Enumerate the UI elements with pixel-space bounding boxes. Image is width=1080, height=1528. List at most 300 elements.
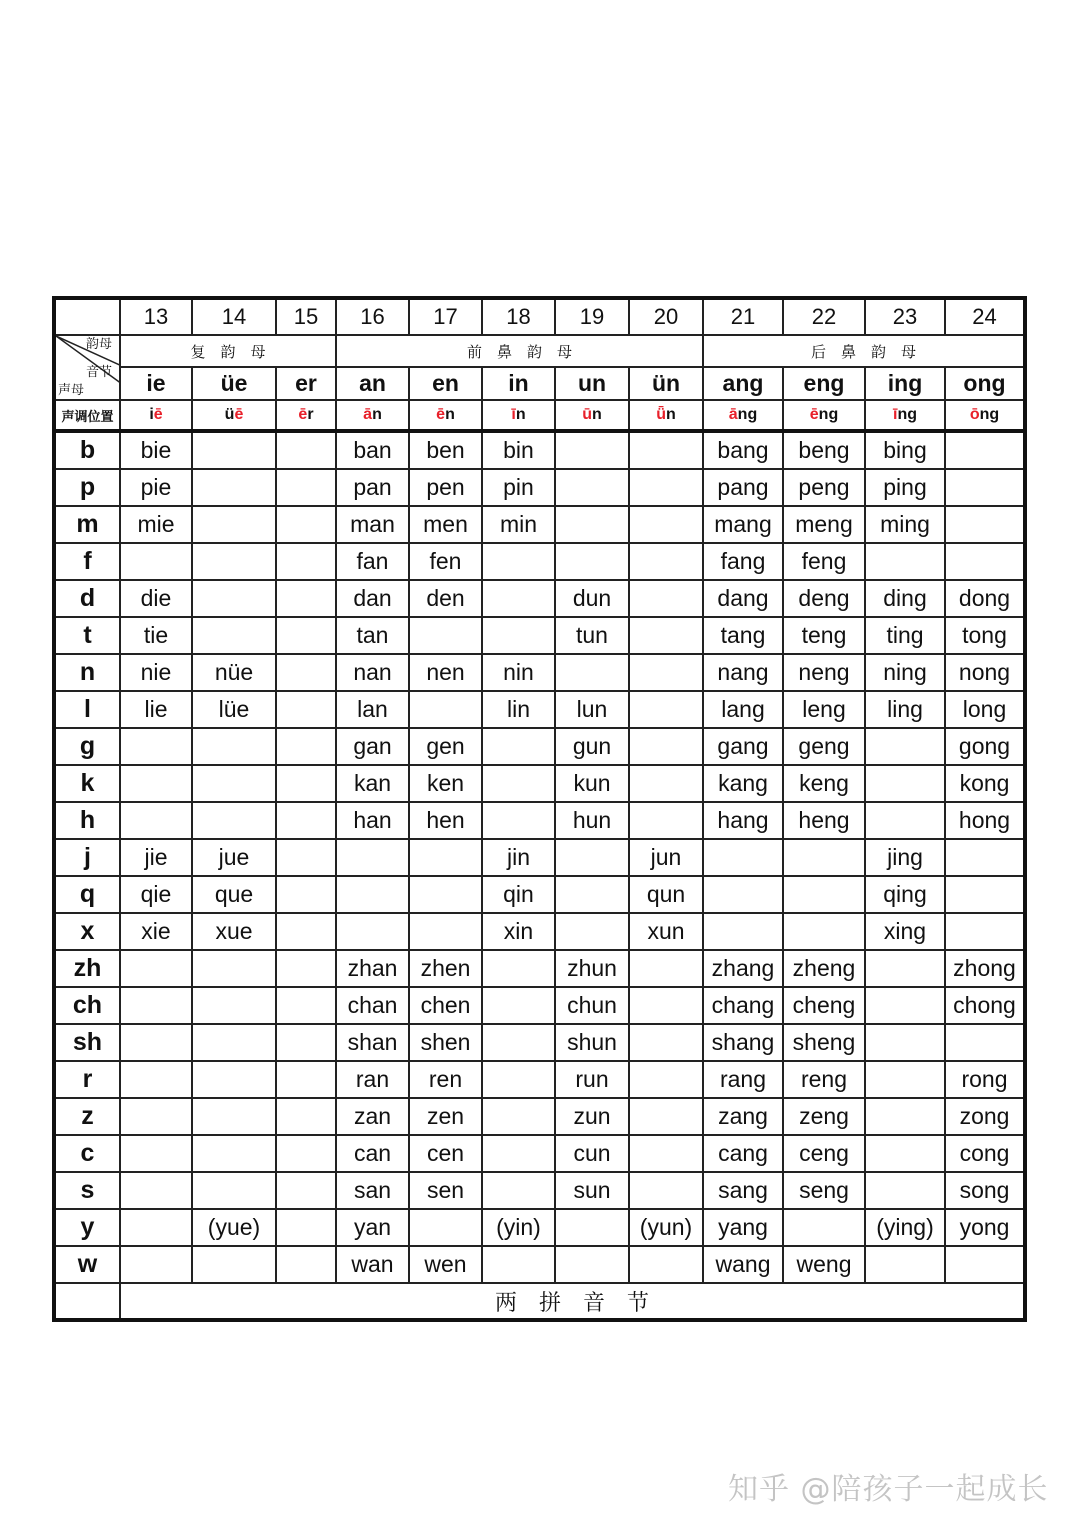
syllable-cell: fen bbox=[409, 543, 482, 580]
final-header: ing bbox=[865, 367, 945, 400]
syllable-cell: weng bbox=[783, 1246, 865, 1283]
syllable-cell: lun bbox=[555, 691, 629, 728]
initial-cell: r bbox=[54, 1061, 120, 1098]
syllable-cell: jing bbox=[865, 839, 945, 876]
syllable-cell: tie bbox=[120, 617, 192, 654]
syllable-cell bbox=[629, 543, 703, 580]
syllable-cell bbox=[409, 876, 482, 913]
syllable-cell: zhen bbox=[409, 950, 482, 987]
syllable-cell: xin bbox=[482, 913, 555, 950]
syllable-cell: nüe bbox=[192, 654, 276, 691]
table-row bbox=[54, 913, 1025, 950]
syllable-cell: wen bbox=[409, 1246, 482, 1283]
initial-cell: x bbox=[54, 913, 120, 950]
tone-post: n bbox=[515, 406, 526, 423]
syllable-cell bbox=[276, 580, 336, 617]
initial-cell: g bbox=[54, 728, 120, 765]
syllable-cell: reng bbox=[783, 1061, 865, 1098]
table-row bbox=[54, 1061, 1025, 1098]
initial-cell: y bbox=[54, 1209, 120, 1246]
syllable-cell bbox=[945, 506, 1025, 543]
syllable-cell: gun bbox=[555, 728, 629, 765]
syllable-cell bbox=[120, 543, 192, 580]
syllable-cell: yan bbox=[336, 1209, 409, 1246]
column-number: 23 bbox=[865, 298, 945, 335]
syllable-cell bbox=[482, 580, 555, 617]
tone-mark: ī bbox=[511, 406, 516, 423]
syllable-cell: qun bbox=[629, 876, 703, 913]
syllable-cell bbox=[555, 469, 629, 506]
syllable-cell: mie bbox=[120, 506, 192, 543]
syllable-cell bbox=[409, 1209, 482, 1246]
syllable-cell bbox=[482, 1135, 555, 1172]
tone-post: ng bbox=[897, 406, 917, 423]
syllable-cell bbox=[629, 580, 703, 617]
syllable-cell: ben bbox=[409, 431, 482, 469]
syllable-cell bbox=[276, 987, 336, 1024]
syllable-cell: beng bbox=[783, 431, 865, 469]
table-row bbox=[54, 469, 1025, 506]
initial-cell: q bbox=[54, 876, 120, 913]
initial-cell: l bbox=[54, 691, 120, 728]
table-row bbox=[54, 728, 1025, 765]
column-number: 16 bbox=[336, 298, 409, 335]
tone-post: ng bbox=[979, 406, 1000, 423]
tone-post: n bbox=[372, 406, 382, 423]
syllable-cell: san bbox=[336, 1172, 409, 1209]
syllable-cell bbox=[555, 1246, 629, 1283]
footer-label: 两 拼 音 节 bbox=[494, 1290, 649, 1316]
syllable-cell: sang bbox=[703, 1172, 783, 1209]
syllable-cell bbox=[629, 802, 703, 839]
tone-position-cell bbox=[783, 400, 865, 431]
syllable-cell bbox=[276, 1098, 336, 1135]
initial-cell: ch bbox=[54, 987, 120, 1024]
tone-mark: ē bbox=[436, 406, 446, 423]
syllable-cell bbox=[555, 654, 629, 691]
syllable-cell: long bbox=[945, 691, 1025, 728]
syllable-cell bbox=[276, 1246, 336, 1283]
column-number: 21 bbox=[703, 298, 783, 335]
syllable-cell: geng bbox=[783, 728, 865, 765]
syllable-cell: nong bbox=[945, 654, 1025, 691]
tone-post: n bbox=[592, 406, 602, 423]
tone-position-cell bbox=[276, 400, 336, 431]
table-row bbox=[54, 1098, 1025, 1135]
tone-position-cell bbox=[555, 400, 629, 431]
syllable-cell bbox=[120, 987, 192, 1024]
syllable-cell bbox=[482, 1024, 555, 1061]
syllable-cell: wan bbox=[336, 1246, 409, 1283]
table-row bbox=[54, 431, 1025, 469]
syllable-cell: wang bbox=[703, 1246, 783, 1283]
table-row bbox=[54, 1246, 1025, 1283]
syllable-cell bbox=[865, 728, 945, 765]
syllable-cell: zeng bbox=[783, 1098, 865, 1135]
corner-label-initials: 声母 bbox=[58, 383, 85, 398]
syllable-cell bbox=[192, 765, 276, 802]
syllable-cell: hang bbox=[703, 802, 783, 839]
syllable-cell bbox=[945, 543, 1025, 580]
syllable-cell: nen bbox=[409, 654, 482, 691]
syllable-cell: meng bbox=[783, 506, 865, 543]
syllable-cell bbox=[482, 1098, 555, 1135]
syllable-cell bbox=[336, 913, 409, 950]
syllable-cell: can bbox=[336, 1135, 409, 1172]
syllable-cell bbox=[120, 1209, 192, 1246]
final-group-label: 复 韵 母 bbox=[190, 342, 266, 361]
syllable-cell bbox=[482, 728, 555, 765]
syllable-cell bbox=[192, 506, 276, 543]
syllable-cell bbox=[482, 950, 555, 987]
syllable-cell bbox=[783, 913, 865, 950]
syllable-cell: nin bbox=[482, 654, 555, 691]
initial-cell: c bbox=[54, 1135, 120, 1172]
syllable-cell: kun bbox=[555, 765, 629, 802]
syllable-cell: shang bbox=[703, 1024, 783, 1061]
tone-mark: ē bbox=[153, 406, 163, 423]
syllable-cell: qie bbox=[120, 876, 192, 913]
syllable-cell bbox=[629, 431, 703, 469]
syllable-cell bbox=[865, 1024, 945, 1061]
syllable-cell: sun bbox=[555, 1172, 629, 1209]
syllable-cell bbox=[276, 1209, 336, 1246]
table-row bbox=[54, 617, 1025, 654]
syllable-cell: cong bbox=[945, 1135, 1025, 1172]
table-row bbox=[54, 1209, 1025, 1246]
syllable-cell: zhun bbox=[555, 950, 629, 987]
syllable-cell bbox=[192, 1098, 276, 1135]
syllable-cell bbox=[482, 987, 555, 1024]
syllable-cell: zhang bbox=[703, 950, 783, 987]
initial-cell: f bbox=[54, 543, 120, 580]
syllable-cell bbox=[482, 765, 555, 802]
syllable-cell: keng bbox=[783, 765, 865, 802]
syllable-cell: hen bbox=[409, 802, 482, 839]
syllable-cell: chang bbox=[703, 987, 783, 1024]
column-number: 13 bbox=[120, 298, 192, 335]
initial-cell: p bbox=[54, 469, 120, 506]
syllable-cell bbox=[276, 654, 336, 691]
syllable-cell: hong bbox=[945, 802, 1025, 839]
syllable-cell bbox=[120, 1024, 192, 1061]
syllable-cell bbox=[192, 580, 276, 617]
initial-cell: j bbox=[54, 839, 120, 876]
syllable-cell: han bbox=[336, 802, 409, 839]
table-row bbox=[54, 1172, 1025, 1209]
syllable-cell: lie bbox=[120, 691, 192, 728]
syllable-cell bbox=[192, 1172, 276, 1209]
syllable-cell bbox=[120, 1246, 192, 1283]
syllable-cell: die bbox=[120, 580, 192, 617]
syllable-cell bbox=[482, 617, 555, 654]
syllable-cell: teng bbox=[783, 617, 865, 654]
table-row bbox=[54, 543, 1025, 580]
syllable-cell bbox=[945, 876, 1025, 913]
syllable-cell: ling bbox=[865, 691, 945, 728]
syllable-cell: chun bbox=[555, 987, 629, 1024]
final-group-label: 前 鼻 韵 母 bbox=[466, 342, 572, 361]
tone-mark: ē bbox=[298, 406, 308, 423]
syllable-cell: den bbox=[409, 580, 482, 617]
syllable-cell bbox=[192, 950, 276, 987]
tone-post: ng bbox=[737, 406, 758, 423]
syllable-cell bbox=[945, 469, 1025, 506]
tone-mark: ā bbox=[363, 406, 373, 423]
syllable-cell: hun bbox=[555, 802, 629, 839]
table-row bbox=[54, 802, 1025, 839]
tone-mark: ā bbox=[728, 406, 738, 423]
syllable-cell: qing bbox=[865, 876, 945, 913]
syllable-cell: nang bbox=[703, 654, 783, 691]
syllable-cell: (yin) bbox=[482, 1209, 555, 1246]
column-number: 19 bbox=[555, 298, 629, 335]
syllable-cell: fang bbox=[703, 543, 783, 580]
syllable-cell bbox=[629, 1098, 703, 1135]
syllable-cell bbox=[192, 728, 276, 765]
syllable-cell bbox=[865, 1246, 945, 1283]
syllable-cell bbox=[276, 839, 336, 876]
column-number: 24 bbox=[945, 298, 1025, 335]
syllable-cell: peng bbox=[783, 469, 865, 506]
syllable-cell: zhan bbox=[336, 950, 409, 987]
syllable-cell bbox=[482, 1061, 555, 1098]
syllable-cell: chen bbox=[409, 987, 482, 1024]
syllable-cell bbox=[865, 1098, 945, 1135]
syllable-cell: tun bbox=[555, 617, 629, 654]
syllable-cell bbox=[629, 987, 703, 1024]
syllable-cell: bin bbox=[482, 431, 555, 469]
syllable-cell: xing bbox=[865, 913, 945, 950]
syllable-cell: zang bbox=[703, 1098, 783, 1135]
syllable-cell: men bbox=[409, 506, 482, 543]
syllable-cell bbox=[629, 506, 703, 543]
syllable-cell bbox=[629, 765, 703, 802]
syllable-cell: xue bbox=[192, 913, 276, 950]
syllable-cell: zhong bbox=[945, 950, 1025, 987]
tone-position-cell bbox=[703, 400, 783, 431]
syllable-cell: tang bbox=[703, 617, 783, 654]
tone-pre: i bbox=[149, 406, 154, 423]
syllable-cell: heng bbox=[783, 802, 865, 839]
syllable-cell: sen bbox=[409, 1172, 482, 1209]
syllable-cell bbox=[865, 1061, 945, 1098]
syllable-cell: ceng bbox=[783, 1135, 865, 1172]
syllable-cell: mang bbox=[703, 506, 783, 543]
syllable-cell bbox=[629, 1024, 703, 1061]
syllable-cell: dong bbox=[945, 580, 1025, 617]
syllable-cell bbox=[555, 913, 629, 950]
syllable-cell bbox=[336, 876, 409, 913]
syllable-cell: ting bbox=[865, 617, 945, 654]
syllable-cell bbox=[555, 1209, 629, 1246]
syllable-cell: shan bbox=[336, 1024, 409, 1061]
syllable-cell: ren bbox=[409, 1061, 482, 1098]
syllable-cell bbox=[629, 728, 703, 765]
syllable-cell: pen bbox=[409, 469, 482, 506]
syllable-cell bbox=[409, 617, 482, 654]
syllable-cell bbox=[120, 765, 192, 802]
syllable-cell: tan bbox=[336, 617, 409, 654]
initial-cell: t bbox=[54, 617, 120, 654]
syllable-cell bbox=[555, 506, 629, 543]
initial-cell: k bbox=[54, 765, 120, 802]
table-row bbox=[54, 876, 1025, 913]
syllable-cell bbox=[555, 876, 629, 913]
syllable-cell: kan bbox=[336, 765, 409, 802]
syllable-cell bbox=[865, 1172, 945, 1209]
syllable-cell bbox=[276, 469, 336, 506]
syllable-cell bbox=[703, 839, 783, 876]
syllable-cell: shun bbox=[555, 1024, 629, 1061]
final-group-label: 后 鼻 韵 母 bbox=[810, 342, 916, 361]
syllable-cell bbox=[409, 691, 482, 728]
column-number: 17 bbox=[409, 298, 482, 335]
table-row bbox=[54, 987, 1025, 1024]
tone-post: ng bbox=[818, 406, 839, 423]
footer-row bbox=[54, 1283, 1025, 1320]
syllable-cell: deng bbox=[783, 580, 865, 617]
initial-cell: n bbox=[54, 654, 120, 691]
initial-cell: h bbox=[54, 802, 120, 839]
final-header: in bbox=[482, 367, 555, 400]
syllable-cell: jie bbox=[120, 839, 192, 876]
diagonal-header-cell bbox=[54, 335, 120, 400]
syllable-cell: lan bbox=[336, 691, 409, 728]
final-header: ie bbox=[120, 367, 192, 400]
syllable-cell bbox=[482, 802, 555, 839]
pinyin-syllable-table bbox=[52, 296, 1027, 1322]
initial-cell: b bbox=[54, 431, 120, 469]
syllable-cell bbox=[276, 876, 336, 913]
syllable-cell bbox=[703, 913, 783, 950]
syllable-cell bbox=[192, 431, 276, 469]
group-row bbox=[54, 335, 1025, 367]
syllable-cell: kong bbox=[945, 765, 1025, 802]
footer-cell bbox=[120, 1283, 1025, 1320]
syllable-cell bbox=[120, 728, 192, 765]
syllable-cell bbox=[865, 987, 945, 1024]
syllable-cell: zen bbox=[409, 1098, 482, 1135]
watermark: 知乎 @陪孩子一起成长 bbox=[728, 1472, 1049, 1507]
syllable-cell bbox=[482, 543, 555, 580]
syllable-cell: seng bbox=[783, 1172, 865, 1209]
syllable-cell: dang bbox=[703, 580, 783, 617]
syllable-cell bbox=[865, 543, 945, 580]
table-row bbox=[54, 950, 1025, 987]
finals-row bbox=[54, 367, 1025, 400]
final-header: en bbox=[409, 367, 482, 400]
syllable-cell bbox=[409, 839, 482, 876]
syllable-cell bbox=[409, 913, 482, 950]
tone-mark: ē bbox=[234, 406, 244, 423]
syllable-cell: xun bbox=[629, 913, 703, 950]
syllable-cell bbox=[276, 431, 336, 469]
syllable-cell: nan bbox=[336, 654, 409, 691]
syllable-cell bbox=[276, 543, 336, 580]
syllable-cell bbox=[629, 654, 703, 691]
syllable-cell: gang bbox=[703, 728, 783, 765]
final-header: eng bbox=[783, 367, 865, 400]
syllable-cell: leng bbox=[783, 691, 865, 728]
syllable-cell bbox=[192, 617, 276, 654]
syllable-cell bbox=[192, 802, 276, 839]
tone-position-cell bbox=[120, 400, 192, 431]
syllable-cell bbox=[120, 802, 192, 839]
tone-position-cell bbox=[629, 400, 703, 431]
syllable-cell: dan bbox=[336, 580, 409, 617]
syllable-cell: neng bbox=[783, 654, 865, 691]
syllable-cell bbox=[555, 543, 629, 580]
syllable-cell bbox=[192, 469, 276, 506]
tone-pre: ü bbox=[224, 406, 235, 423]
syllable-cell: sheng bbox=[783, 1024, 865, 1061]
corner-label-finals: 韵母 bbox=[86, 337, 113, 352]
tone-mark: ē bbox=[809, 406, 819, 423]
syllable-cell bbox=[120, 1098, 192, 1135]
corner-empty bbox=[54, 298, 120, 335]
table-row bbox=[54, 765, 1025, 802]
syllable-cell: lin bbox=[482, 691, 555, 728]
syllable-cell: shen bbox=[409, 1024, 482, 1061]
column-number: 20 bbox=[629, 298, 703, 335]
final-header: an bbox=[336, 367, 409, 400]
syllable-cell: feng bbox=[783, 543, 865, 580]
tone-mark: ū bbox=[582, 406, 592, 423]
final-header: un bbox=[555, 367, 629, 400]
syllable-cell: yang bbox=[703, 1209, 783, 1246]
syllable-cell: xie bbox=[120, 913, 192, 950]
syllable-cell: bie bbox=[120, 431, 192, 469]
syllable-cell bbox=[629, 1135, 703, 1172]
syllable-cell: chan bbox=[336, 987, 409, 1024]
syllable-cell: ding bbox=[865, 580, 945, 617]
syllable-cell: chong bbox=[945, 987, 1025, 1024]
syllable-cell bbox=[120, 1061, 192, 1098]
syllable-cell: qin bbox=[482, 876, 555, 913]
syllable-cell: jue bbox=[192, 839, 276, 876]
syllable-cell bbox=[783, 1209, 865, 1246]
syllable-cell: tong bbox=[945, 617, 1025, 654]
syllable-cell bbox=[629, 691, 703, 728]
syllable-cell bbox=[276, 1135, 336, 1172]
syllable-cell: ken bbox=[409, 765, 482, 802]
syllable-cell bbox=[629, 617, 703, 654]
corner-label-syllable: 音节 bbox=[86, 365, 113, 380]
tone-position-cell bbox=[336, 400, 409, 431]
final-group-header bbox=[703, 335, 1025, 367]
syllable-cell bbox=[192, 543, 276, 580]
syllable-cell bbox=[865, 765, 945, 802]
syllable-cell bbox=[555, 839, 629, 876]
tone-position-label: 声调位置 bbox=[54, 400, 120, 431]
syllable-cell: gan bbox=[336, 728, 409, 765]
syllable-cell bbox=[276, 506, 336, 543]
syllable-cell bbox=[629, 950, 703, 987]
syllable-cell: yong bbox=[945, 1209, 1025, 1246]
syllable-cell bbox=[336, 839, 409, 876]
final-group-header bbox=[336, 335, 703, 367]
final-header: er bbox=[276, 367, 336, 400]
syllable-cell: bang bbox=[703, 431, 783, 469]
syllable-cell bbox=[276, 1061, 336, 1098]
final-header: ang bbox=[703, 367, 783, 400]
final-header: ün bbox=[629, 367, 703, 400]
table-row bbox=[54, 1135, 1025, 1172]
syllable-cell bbox=[703, 876, 783, 913]
syllable-cell bbox=[276, 728, 336, 765]
column-number: 14 bbox=[192, 298, 276, 335]
